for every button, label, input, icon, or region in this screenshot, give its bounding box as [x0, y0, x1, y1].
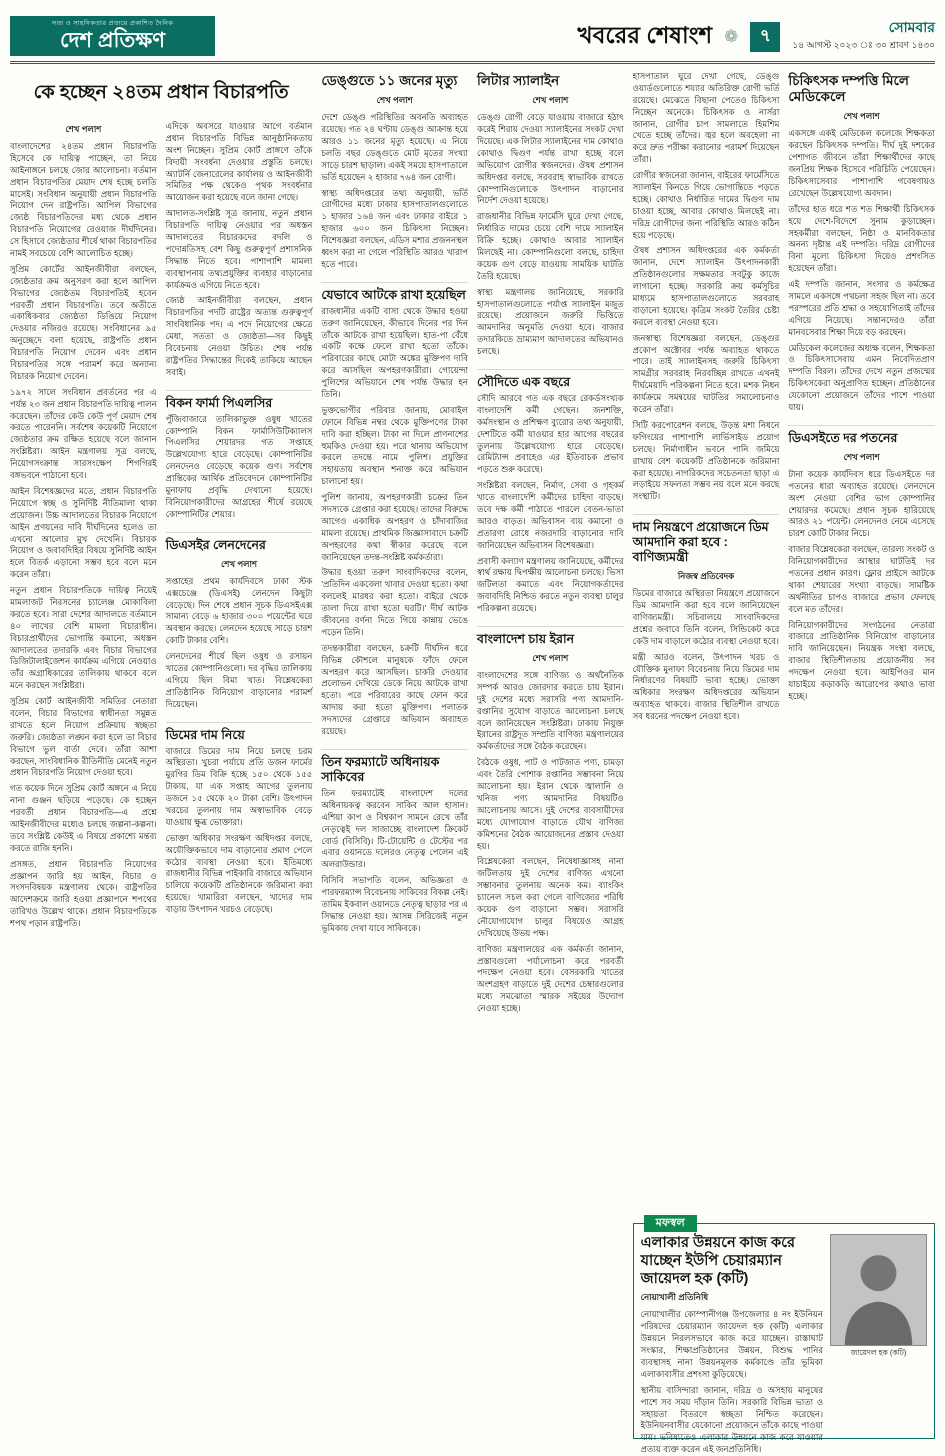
- paragraph: পুঁজিবাজারে তালিকাভুক্ত ওষুধ খাতের কোম্পানি বিকন ফার্মাসিউটিক্যালস পিএলসির শেয়ারদর গত সপ্তাহে উল্লেখযোগ্য হারে বেড়েছে। কোম্পানিটির লেনদেনও বেড়েছে কয়েক গুণ। সর্বশেষ প্রান্তিকের আর্থিক প্রতিবেদনে কোম্পানিটির মুনাফায় প্রবৃদ্ধি দেখানো হয়েছে। বিনিয়োগকারীদের আগ্রহের শীর্ষে রয়েছে কোম্পানিটির শেয়ার।: [165, 413, 313, 519]
- article-beacon-pharma[interactable]: [166, 414, 313, 525]
- byline-dse-trade: শেখ পলাশ: [220, 558, 257, 569]
- paragraph: স্বাস্থ্য অধিদপ্তরের তথ্য অনুযায়ী, ভর্তি রোগীদের মধ্যে ঢাকার হাসপাতালগুলোতে ১ হাজার ১৬৪ জন এবং ঢাকার বাইরে ১ হাজার ৬০০ জন চিকিৎসা নিচ্ছেন। বিশেষজ্ঞরা বলছেন, এডিস মশার প্রজননস্থল ধ্বংস করা না গেলে পরিস্থিতি আরও খারাপ হতে পারে।: [321, 187, 468, 269]
- article-shakib-captain[interactable]: [321, 788, 468, 939]
- byline-dengue: শেখ পলাশ: [376, 95, 413, 106]
- headline-dse-trade[interactable]: ডিএসইর লেনদেনের: [166, 532, 313, 553]
- paragraph: বাণিজ্য মন্ত্রণালয়ের এক কর্মকর্তা জানান, প্রস্তাবগুলো পর্যালোচনা করে পরবর্তী পদক্ষেপ নেওয়া হবে। বেসরকারি খাতের অংশগ্রহণ বাড়াতে দুই দেশের চেম্বারগুলোর মধ্যে সমঝোতা স্মারক সইয়ের উদ্যোগ নেওয়া হচ্ছে।: [477, 943, 624, 1014]
- column-3: [321, 71, 468, 1439]
- headline-dengue-deaths[interactable]: ডেঙ্গুতে ১১ জনের মৃত্যু: [321, 73, 458, 88]
- paragraph: একসঙ্গে একই মেডিকেল কলেজে শিক্ষকতা করছেন চিকিৎসক দম্পতি। দীর্ঘ দুই দশকের পেশাগত জীবনে তাঁরা শিক্ষার্থীদের কাছে জনপ্রিয় শিক্ষক হিসেবে পরিচিতি পেয়েছেন। চিকিৎসাসেবার পাশাপাশি গবেষণায়ও রেখেছেন উল্লেখযোগ্য অবদান।: [788, 128, 935, 198]
- byline-chief-justice: শেখ পলাশ: [65, 124, 102, 134]
- paragraph: তদন্তকারীরা বলছেন, চক্রটি দীর্ঘদিন ধরে বিভিন্ন কৌশলে মানুষকে ফাঁদে ফেলে অপহরণ করে আসছিল। চাকরি দেওয়ার প্রলোভন দেখিয়ে ডেকে নিয়ে আটকে রাখা হতো। পরে পরিবারের কাছে ফোন করে আদায় করা হতো মুক্তিপণ। পলাতক সদস্যদের গ্রেপ্তারে অভিযান অব্যাহত রয়েছে।: [321, 642, 468, 737]
- mofossol-section[interactable]: [633, 1217, 935, 1455]
- headline-doctor-couple[interactable]: চিকিৎসক দম্পত্তি মিলে মেডিকেলে: [788, 73, 909, 105]
- paragraph: বাংলাদেশের সঙ্গে বাণিজ্য ও অর্থনৈতিক সম্পর্ক আরও জোরদার করতে চায় ইরান। দুই দেশের মধ্যে সরাসরি পণ্য আমদানি-রপ্তানির সুযোগ বাড়াতে আলোচনা চলছে বলে জানিয়েছেন সংশ্লিষ্টরা। ঢাকায় নিযুক্ত ইরানের রাষ্ট্রদূত সম্প্রতি বাণিজ্য মন্ত্রণালয়ের কর্মকর্তাদের সঙ্গে বৈঠক করেছেন।: [477, 670, 624, 752]
- article-minister-egg-import[interactable]: [633, 588, 780, 727]
- masthead-tagline: সত্য ও সাহসিকতার প্রত্যয়ে প্রকাশিত দৈনিক: [51, 19, 174, 27]
- headline-dse-fall[interactable]: ডিএসইতে দর পতনের: [788, 425, 935, 446]
- chairman-photo-figure: [830, 1234, 927, 1432]
- article-saline[interactable]: [477, 112, 624, 362]
- paragraph: আদালত-সংশ্লিষ্ট সূত্র জানায়, নতুন প্রধান বিচারপতি দায়িত্ব নেওয়ার পর অধস্তন আদালতের বিচারকদের বদলি ও পদোন্নতিসহ বেশ কিছু গুরুত্বপূর্ণ প্রশাসনিক সিদ্ধান্ত নিতে হবে। পাশাপাশি মামলা ব্যবস্থাপনায় তথ্যপ্রযুক্তির ব্যবহার বাড়ানোর কার্যক্রমও এগিয়ে নিতে হবে।: [165, 208, 313, 290]
- paragraph: বাজারে ডিমের দাম নিয়ে চলছে চরম অস্থিরতা। খুচরা পর্যায়ে প্রতি ডজন ফার্মের মুরগির ডিম বিক্রি হচ্ছে ১৫০ থেকে ১৫৫ টাকায়, যা এক সপ্তাহ আগের তুলনায় ডজনে ১৫ থেকে ২০ টাকা বেশি। উৎপাদন খরচের তুলনায় দাম অস্বাভাবিক বেড়ে যাওয়ায় ক্ষুব্ধ ভোক্তারা।: [165, 745, 313, 827]
- paragraph: প্রসঙ্গত, প্রধান বিচারপতি নিয়োগের প্রজ্ঞাপন জারি হয় আইন, বিচার ও সংসদবিষয়ক মন্ত্রণালয় থেকে। রাষ্ট্রপতির আদেশক্রমে জারি হওয়া প্রজ্ঞাপনে শপথের তারিখও উল্লেখ থাকে। প্রধান বিচারপতিকে শপথ পড়ান রাষ্ট্রপতি।: [10, 858, 157, 929]
- headline-egg-price[interactable]: ডিমের দাম নিয়ে: [166, 722, 313, 743]
- headline-minister-egg-import[interactable]: দাম নিয়ন্ত্রণে প্রয়োজনে ডিম আমদানি করা হবে : বাণিজ্যমন্ত্রী: [633, 514, 780, 565]
- byline-up-chairman: নোয়াখালী প্রতিনিধি: [640, 1292, 709, 1303]
- article-dse-fall[interactable]: [788, 469, 935, 707]
- byline-iran-trade: শেখ পলাশ: [532, 653, 569, 664]
- column-4: [477, 71, 624, 1439]
- article-iran-trade[interactable]: [477, 670, 624, 1019]
- paragraph: ডেঙ্গু রোগী বেড়ে যাওয়ায় বাজারে হঠাৎ করেই শিরায় দেওয়া স্যালাইনের সংকট দেখা দিয়েছে। এক লিটার স্যালাইনের দাম কোথাও কোথাও দ্বিগুণ পর্যন্ত রাখা হচ্ছে বলে অভিযোগ রোগীর স্বজনদের। ঔষধ প্রশাসন অধিদপ্তর বলছে, সরবরাহ স্বাভাবিক রাখতে কোম্পানিগুলোকে উৎপাদন বাড়ানোর নির্দেশ দেওয়া হয়েছে।: [477, 112, 624, 206]
- photo-caption: জায়েদল হক (কটি): [850, 1348, 907, 1357]
- paragraph: মেডিকেল কলেজের অধ্যক্ষ বলেন, শিক্ষকতা ও চিকিৎসাসেবায় এমন নিবেদিতপ্রাণ দম্পতি বিরল। তাঁদের দেখে নতুন প্রজন্মের চিকিৎসকেরা অনুপ্রাণিত হচ্ছেন। প্রতিষ্ঠানের যেকোনো প্রয়োজনে তাঁদের পাশে পাওয়া যায়।: [788, 342, 935, 412]
- paragraph: বাজার বিশ্লেষকেরা বলছেন, তারল্য সংকট ও বিনিয়োগকারীদের আস্থার ঘাটতিই দর পতনের প্রধান কারণ। ফ্লোর প্রাইসে আটকে থাকা শেয়ারের সংখ্যা বাড়ছে। সামষ্টিক অর্থনীতির চাপও বাজারে প্রভাব ফেলছে বলে মত তাঁদের।: [788, 544, 935, 614]
- column-5: [633, 71, 780, 1217]
- paragraph: স্থানীয় বাসিন্দারা জানান, দরিদ্র ও অসহায় মানুষের পাশে সব সময় দাঁড়ান তিনি। সরকারি বিভিন্ন ভাতা ও সহায়তা বিতরণে স্বচ্ছতা নিশ্চিত করেছেন। ইউনিয়নবাসীর যেকোনো প্রয়োজনে তাঁকে কাছে পাওয়া যায়। ভবিষ্যতেও এলাকার উন্নয়নে কাজ করে যাওয়ার প্রত্যয় ব্যক্ত করেন এই জনপ্রতিনিধি।: [640, 1384, 823, 1455]
- masthead-title: দেশ প্রতিক্ষণ: [60, 28, 165, 52]
- paragraph: গত কয়েক দিনে সুপ্রিম কোর্ট অঙ্গনে এ নিয়ে নানা গুঞ্জন ছড়িয়ে পড়েছে। কে হচ্ছেন পরবর্তী প্রধান বিচারপতি—এ প্রশ্নে আইনজীবীদের মধ্যেও চলছে জল্পনা-কল্পনা। তবে সংশ্লিষ্ট কেউই এ বিষয়ে প্রকাশ্যে মন্তব্য করতে রাজি হননি।: [10, 783, 157, 853]
- article-dengue-deaths[interactable]: [321, 112, 468, 275]
- paragraph: টানা কয়েক কার্যদিবস ধরে ডিএসইতে দর পতনের ধারা অব্যাহত রয়েছে। লেনদেনে অংশ নেওয়া বেশির ভাগ কোম্পানির শেয়ারদর কমেছে। প্রধান সূচক হারিয়েছে আরও ২১ পয়েন্ট। লেনদেনও নেমে এসেছে চারশ কোটি টাকার নিচে।: [788, 468, 935, 539]
- paragraph: জনস্বাস্থ্য বিশেষজ্ঞরা বলছেন, ডেঙ্গুর প্রকোপ অক্টোবর পর্যন্ত অব্যাহত থাকতে পারে। তাই স্যালাইনসহ জরুরি চিকিৎসা সামগ্রীর সরবরাহ নিরবচ্ছিন্ন রাখতে এখনই দীর্ঘমেয়াদি পরিকল্পনা নিতে হবে। মশক নিধন কার্যক্রমে সমন্বয়ের ঘাটতির সমালোচনাও করেন তাঁরা।: [632, 332, 780, 415]
- header-meta: [578, 17, 935, 56]
- paragraph: নোয়াখালীর কোম্পানীগঞ্জ উপজেলার ৪ নং ইউনিয়ন পরিষদের চেয়ারম্যান জায়েদল হক (কটি) এলাকার উন্নয়নে নিরলসভাবে কাজ করে যাচ্ছেন। রাস্তাঘাট সংস্কার, শিক্ষাপ্রতিষ্ঠানের উন্নয়ন, বিশুদ্ধ পানির ব্যবস্থাসহ নানা উন্নয়নমূলক কর্মকাণ্ডে তাঁর ভূমিকা এলাকাবাসীর প্রশংসা কুড়িয়েছে।: [640, 1309, 823, 1379]
- masthead[interactable]: [10, 16, 215, 56]
- paragraph: ঔষধ প্রশাসন অধিদপ্তরের এক কর্মকর্তা জানান, দেশে স্যালাইন উৎপাদনকারী প্রতিষ্ঠানগুলোর সক্ষমতার সবটুকু কাজে লাগানো হচ্ছে। সরকারি ক্রয় কর্মসূচির মাধ্যমে হাসপাতালগুলোতে সরবরাহ বাড়ানো হয়েছে। কৃত্রিম সংকট তৈরির চেষ্টা করলে ব্যবস্থা নেওয়া হবে।: [632, 245, 780, 327]
- article-captivity[interactable]: [321, 306, 468, 742]
- date-label: ১৪ আগস্ট ২০২৩ ঃ ৩০ শ্রাবণ ১৪৩০: [792, 39, 935, 50]
- headline-up-chairman[interactable]: এলাকার উন্নয়নে কাজ করে যাচ্ছেন ইউপি চেয়ারম্যান জায়েদল হক (কটি): [640, 1235, 795, 1288]
- page-header: [10, 8, 935, 64]
- headline-chief-justice[interactable]: কে হচ্ছেন ২৪তম প্রধান বিচারপতি: [33, 81, 289, 103]
- paragraph: বিনিয়োগকারীদের সংগঠনের নেতারা বাজারে প্রাতিষ্ঠানিক বিনিয়োগ বাড়ানোর দাবি জানিয়েছেন। নিয়ন্ত্রক সংস্থা বলছে, বাজার স্থিতিশীলতায় প্রয়োজনীয় সব পদক্ষেপ নেওয়া হবে। আইপিওর মান যাচাইয়ে কড়াকড়ি আরোপের কথাও ভাবা হচ্ছে।: [788, 619, 935, 701]
- article-chief-justice-part1[interactable]: [10, 141, 157, 934]
- paragraph: সপ্তাহের প্রথম কার্যদিবসে ঢাকা স্টক এক্সচেঞ্জে (ডিএসই) লেনদেন কিছুটা বেড়েছে। দিন শেষে প্রধান সূচক ডিএসইএক্স সামান্য বেড়ে ৬ হাজার ৩০০ পয়েন্টের ঘরে অবস্থান করছে। লেনদেন হয়েছে সাড়ে চারশ কোটি টাকার বেশি।: [165, 575, 313, 646]
- column-6: [788, 71, 935, 1217]
- paragraph: এই দম্পতি জানান, সংসার ও কর্মক্ষেত্র সামলে একসঙ্গে পথচলা সহজ ছিল না। তবে পরস্পরের প্রতি শ্রদ্ধা ও সহযোগিতাই তাঁদের এগিয়ে নিয়েছে। সন্তানদেরও তাঁরা মানবসেবার শিক্ষা দিয়ে বড় করছেন।: [788, 279, 935, 337]
- paragraph: রাজধানীর বিভিন্ন ফার্মেসি ঘুরে দেখা গেছে, নির্ধারিত দামের চেয়ে বেশি দামে স্যালাইন বিক্রি হচ্ছে। কোথাও আবার স্যালাইন মিলছেই না। কোম্পানিগুলো বলছে, চাহিদা কয়েক গুণ বেড়ে যাওয়ায় সাময়িক ঘাটতি তৈরি হয়েছে।: [477, 211, 624, 281]
- headline-saline[interactable]: লিটার স্যালাইন: [477, 73, 560, 88]
- paragraph: স্বাস্থ্য মন্ত্রণালয় জানিয়েছে, সরকারি হাসপাতালগুলোতে পর্যাপ্ত স্যালাইন মজুত রয়েছে। প্রয়োজনে জরুরি ভিত্তিতে আমদানির অনুমতি দেওয়া হবে। বাজার তদারকিতে ভ্রাম্যমাণ আদালতের অভিযানও চলছে।: [477, 286, 624, 357]
- paragraph: ১৯৭২ সালে সংবিধান প্রবর্তনের পর এ পর্যন্ত ২৩ জন প্রধান বিচারপতি দায়িত্ব পালন করেছেন। তাঁদের কেউ কেউ পূর্ণ মেয়াদ শেষ করতে পারেননি। সর্বশেষ কয়েকটি নিয়োগে জ্যেষ্ঠতার ক্রম রক্ষিত হয়েছে বলে জানান সংশ্লিষ্টরা। আইন মন্ত্রণালয় সূত্র বলছে, নিয়োগসংক্রান্ত সারসংক্ষেপ শিগগিরই বঙ্গভবনে পাঠানো হবে।: [10, 386, 157, 481]
- paragraph: সিটি করপোরেশন বলছে, উড়ন্ত মশা নিধনে ফগিংয়ের পাশাপাশি লার্ভিসাইড প্রয়োগ চলছে। নির্মাণাধীন ভবনে পানি জমিয়ে রাখায় বেশ কয়েকটি প্রতিষ্ঠানকে জরিমানা করা হয়েছে। নাগরিকদের সচেতনতা ছাড়া এ লড়াইয়ে সফলতা সম্ভব নয় বলে মনে করছে সংস্থাটি।: [632, 419, 780, 502]
- paragraph: উদ্ধার হওয়া তরুণ সাংবাদিকদের বলেন, 'প্রতিদিন একবেলা খাবার দেওয়া হতো। কথা বললেই মারধর করা হতো। বাইরে থেকে তালা দিয়ে রাখা হতো ঘরটি।' দীর্ঘ আটক জীবনের বর্ণনা দিতে গিয়ে কান্নায় ভেঙে পড়েন তিনি।: [321, 567, 468, 637]
- byline-saline: শেখ পলাশ: [532, 95, 569, 106]
- day-label: সোমবার: [888, 19, 935, 36]
- byline-dse-fall: শেখ পলাশ: [843, 451, 880, 462]
- paragraph: বৈঠকে ওষুধ, পাট ও পাটজাত পণ্য, চামড়া এবং তৈরি পোশাক রপ্তানির সম্ভাবনা নিয়ে আলোচনা হয়। ইরান থেকে জ্বালানি ও খনিজ পণ্য আমদানির বিষয়টিও আলোচনায় আসে। দুই দেশের ব্যবসায়ীদের মধ্যে যোগাযোগ বাড়াতে যৌথ বাণিজ্য কমিশনের বৈঠক আয়োজনের প্রস্তাব দেওয়া হয়।: [477, 757, 624, 851]
- article-chief-justice-part2[interactable]: [166, 121, 313, 383]
- ornament-icon: ❁: [724, 26, 739, 46]
- paragraph: নতুন প্রধান বিচারপতিকে দায়িত্ব নিয়েই মামলাজট নিরসনের চ্যালেঞ্জ মোকাবিলা করতে হবে। সারা দেশের আদালতে বর্তমানে ৪০ লাখের বেশি মামলা বিচারাধীন। বিচারপ্রার্থীদের ভোগান্তি কমানো, অধস্তন আদালতের তদারকি এবং বিচার বিভাগের ডিজিটালাইজেশন কার্যক্রম এগিয়ে নেওয়াও তাঁর অগ্রাধিকারের তালিকায় থাকবে বলে মনে করছেন সংশ্লিষ্টরা।: [10, 585, 157, 691]
- headline-shakib-captain[interactable]: তিন ফরম্যাটে অধিনায়ক সাকিবের: [321, 749, 468, 785]
- content-grid: [10, 71, 935, 1455]
- article-up-chairman[interactable]: [641, 1309, 823, 1456]
- paragraph: ডিমের বাজারে অস্থিরতা নিয়ন্ত্রণে প্রয়োজনে ডিম আমদানি করা হবে বলে জানিয়েছেন বাণিজ্যমন্ত্রী। সচিবালয়ে সাংবাদিকদের প্রশ্নের জবাবে তিনি বলেন, সিন্ডিকেট করে কেউ দাম বাড়ালে কঠোর ব্যবস্থা নেওয়া হবে।: [632, 588, 780, 646]
- paragraph: আইন বিশেষজ্ঞদের মতে, প্রধান বিচারপতি নিয়োগে স্বচ্ছ ও সুনির্দিষ্ট নীতিমালা থাকা প্রয়োজন। উচ্চ আদালতের বিচারক নিয়োগে আইন প্রণয়নের দাবি দীর্ঘদিনের হলেও তা এখনো আলোর মুখ দেখেনি। বিচারক নিয়োগ ও জবাবদিহির বিষয়ে সুনির্দিষ্ট আইন হলে বিতর্ক এড়ানো সম্ভব হবে বলে মনে করেন তাঁরা।: [10, 485, 157, 580]
- column-2: [166, 121, 313, 1439]
- paragraph: রাজধানীর একটি বাসা থেকে উদ্ধার হওয়া তরুণ জানিয়েছেন, কীভাবে দিনের পর দিন তাঁকে আটকে রাখা হয়েছিল। হাত-পা বেঁধে একটি কক্ষে ফেলে রাখা হতো তাঁকে। পরিবারের কাছে মোটা অঙ্কের মুক্তিপণ দাবি করে আসছিল অপহরণকারীরা। গোয়েন্দা পুলিশের অভিযানে শেষ পর্যন্ত উদ্ধার হন তিনি।: [321, 305, 468, 399]
- paragraph: পুলিশ জানায়, অপহরণকারী চক্রের তিন সদস্যকে গ্রেপ্তার করা হয়েছে। তাদের বিরুদ্ধে আগেও একাধিক অপহরণ ও চাঁদাবাজির মামলা রয়েছে। প্রাথমিক জিজ্ঞাসাবাদে চক্রটি অপহরণের কথা স্বীকার করেছে বলে জানিয়েছেন তদন্ত-সংশ্লিষ্ট কর্মকর্তারা।: [321, 492, 468, 562]
- headline-beacon-pharma[interactable]: বিকন ফার্মা পিএলসির: [166, 390, 313, 411]
- paragraph: সুপ্রিম কোর্ট আইনজীবী সমিতির নেতারা বলেন, বিচার বিভাগের স্বাধীনতা সমুন্নত রাখতে হলে নিয়োগ প্রক্রিয়ায় স্বচ্ছতা জরুরি। জ্যেষ্ঠতা লঙ্ঘন করা হলে তা বিচার বিভাগে ভুল বার্তা দেবে। তাঁরা আশা করছেন, সাংবিধানিক রীতিনীতি মেনেই নতুন প্রধান বিচারপতি নিয়োগ দেওয়া হবে।: [10, 696, 157, 778]
- byline-doctor-couple: শেখ পলাশ: [843, 111, 880, 122]
- mofossol-box: [633, 1217, 935, 1455]
- article-saline-continued[interactable]: [633, 71, 780, 507]
- paragraph: এদিকে অবসরে যাওয়ার আগে বর্তমান প্রধান বিচারপতি বিভিন্ন আনুষ্ঠানিকতায় অংশ নিচ্ছেন। সুপ্রিম কোর্ট প্রাঙ্গণে তাঁকে বিদায়ী সংবর্ধনা দেওয়ার প্রস্তুতি চলছে। অ্যাটর্নি জেনারেলের কার্যালয় ও আইনজীবী সমিতির পক্ষ থেকেও পৃথক সংবর্ধনার আয়োজন করা হয়েছে বলে জানা গেছে।: [165, 121, 313, 203]
- paragraph: তিন ফরম্যাটেই বাংলাদেশ দলের অধিনায়কত্ব করবেন সাকিব আল হাসান। এশিয়া কাপ ও বিশ্বকাপ সামনে রেখে তাঁর নেতৃত্বেই দল সাজাচ্ছে বাংলাদেশ ক্রিকেট বোর্ড (বিসিবি)। টি-টোয়েন্টি ও টেস্টের পর এবার ওয়ানডে দলেরও নেতৃত্ব পেলেন এই অলরাউন্ডার।: [321, 787, 468, 870]
- paragraph: বিসিবি সভাপতি বলেন, অভিজ্ঞতা ও পারফরম্যান্স বিবেচনায় সাকিবের বিকল্প নেই। তামিম ইকবাল ওয়ানডে নেতৃত্ব ছাড়ার পর এ সিদ্ধান্ত নেওয়া হয়। আসন্ন সিরিজেই নতুন ভূমিকায় দেখা যাবে সাকিবকে।: [321, 875, 468, 933]
- paragraph: সংশ্লিষ্টরা বলছেন, নির্মাণ, সেবা ও গৃহকর্ম খাতে বাংলাদেশি কর্মীদের চাহিদা বাড়ছে। তবে দক্ষ কর্মী পাঠাতে পারলে বেতন-ভাতা আরও বাড়ত। অভিবাসন ব্যয় কমানো ও প্রতারণা রোধে নজরদারি বাড়ানোর দাবি জানিয়েছেন অভিবাসন বিশেষজ্ঞরা।: [477, 480, 624, 550]
- day-date-block: [792, 20, 935, 52]
- article-egg-price[interactable]: [166, 746, 313, 920]
- headline-saudi-year[interactable]: সৌদিতে এক বছরে: [477, 369, 624, 390]
- paragraph: লেনদেনের শীর্ষে ছিল ওষুধ ও রসায়ন খাতের কোম্পানিগুলো। দর বৃদ্ধির তালিকায় এগিয়ে ছিল বিমা খাত। বিশ্লেষকেরা প্রাতিষ্ঠানিক বিনিয়োগ বাড়ানোর পরামর্শ দিয়েছেন।: [165, 651, 313, 709]
- paragraph: সুপ্রিম কোর্টের আইনজীবীরা বলছেন, জ্যেষ্ঠতার ক্রম অনুসরণ করা হলে আপিল বিভাগের জ্যেষ্ঠতম বিচারপতিই হবেন পরবর্তী প্রধান বিচারপতি। তবে অতীতে একাধিকবার জ্যেষ্ঠতা ডিঙিয়ে নিয়োগ দেওয়ার নজিরও রয়েছে। সংবিধানের ৯৫ অনুচ্ছেদে বলা হয়েছে, রাষ্ট্রপতি প্রধান বিচারপতি নিয়োগ দেবেন এবং প্রধান বিচারপতির সঙ্গে পরামর্শ করে অন্যান্য বিচারক নিয়োগ দেবেন।: [10, 263, 157, 381]
- headline-captivity[interactable]: যেভাবে আটকে রাখা হয়েছিল: [321, 282, 468, 303]
- paragraph: বিশ্লেষকেরা বলছেন, নিষেধাজ্ঞাসহ নানা জটিলতায় দুই দেশের বাণিজ্য এখনো সম্ভাবনার তুলনায় অনেক কম। ব্যাংকিং চ্যানেল সচল করা গেলে বাণিজ্যের পরিধি কয়েক গুণ বাড়ানো সম্ভব। সরাসরি নৌযোগাযোগ চালুর বিষয়েও আগ্রহ দেখিয়েছে উভয় পক্ষ।: [477, 856, 624, 938]
- article-doctor-couple[interactable]: [788, 128, 935, 417]
- page-number-badge[interactable]: ৭: [750, 22, 780, 52]
- article-saudi-year[interactable]: [477, 393, 624, 619]
- mofossol-tab: মফস্বল: [644, 1215, 697, 1232]
- section-title: খবরের শেষাংশ: [577, 22, 713, 48]
- byline-minister-egg: নিজস্ব প্রতিবেদক: [677, 571, 735, 582]
- headline-iran-trade[interactable]: বাংলাদেশ চায় ইরান: [477, 626, 624, 647]
- paragraph: মন্ত্রী আরও বলেন, উৎপাদন খরচ ও যৌক্তিক মুনাফা বিবেচনায় নিয়ে ডিমের দাম নির্ধারণের বিষয়টি ভাবা হচ্ছে। ভোক্তা অধিকার সংরক্ষণ অধিদপ্তরের অভিযান অব্যাহত থাকবে। বাজার স্থিতিশীল রাখতে সব ধরনের পদক্ষেপ নেওয়া হবে।: [632, 651, 780, 722]
- paragraph: দেশে ডেঙ্গু পরিস্থিতির অবনতি অব্যাহত রয়েছে। গত ২৪ ঘণ্টায় ডেঙ্গু আক্রান্ত হয়ে আরও ১১ জনের মৃত্যু হয়েছে। এ নিয়ে চলতি বছর ডেঙ্গুতে মোট মৃতের সংখ্যা সাড়ে চারশ ছাড়াল। একই সময়ে হাসপাতালে ভর্তি হয়েছেন ২ হাজার ৭৬৪ জন রোগী।: [321, 112, 468, 182]
- paragraph: জ্যেষ্ঠ আইনজীবীরা বলছেন, প্রধান বিচারপতির পদটি রাষ্ট্রের অত্যন্ত গুরুত্বপূর্ণ সাংবিধানিক পদ। এ পদে নিয়োগের ক্ষেত্রে মেধা, সততা ও জ্যেষ্ঠতা—সব কিছুই বিবেচনায় নেওয়া উচিত। শেষ পর্যন্ত রাষ্ট্রপতির সিদ্ধান্তের দিকেই তাকিয়ে আছেন সবাই।: [165, 295, 313, 377]
- paragraph: হাসপাতাল ঘুরে দেখা গেছে, ডেঙ্গু ওয়ার্ডগুলোতে শয্যার অতিরিক্ত রোগী ভর্তি রয়েছে। মেঝেতে বিছানা পেতেও চিকিৎসা নিচ্ছেন অনেকে। চিকিৎসক ও নার্সরা জানান, রোগীর চাপ সামলাতে হিমশিম খেতে হচ্ছে তাঁদের। জ্বর হলে অবহেলা না করে দ্রুত পরীক্ষা করানোর পরামর্শ দিয়েছেন তাঁরা।: [632, 71, 780, 165]
- paragraph: তাঁদের হাত ধরে শত শত শিক্ষার্থী চিকিৎসক হয়ে দেশে-বিদেশে সুনাম কুড়াচ্ছেন। সহকর্মীরা বলছেন, নিষ্ঠা ও মানবিকতার অনন্য দৃষ্টান্ত এই দম্পতি। দরিদ্র রোগীদের বিনা মূল্যে চিকিৎসা দিয়েও প্রশংসিত হয়েছেন তাঁরা।: [788, 203, 935, 274]
- article-dse-trade[interactable]: [166, 576, 313, 715]
- paragraph: সৌদি আরবে গত এক বছরে রেকর্ডসংখ্যক বাংলাদেশি কর্মী গেছেন। জনশক্তি, কর্মসংস্থান ও প্রশিক্ষণ ব্যুরোর তথ্য অনুযায়ী, দেশটিতে কর্মী যাওয়ার হার আগের বছরের তুলনায় উল্লেখযোগ্য হারে বেড়েছে। রেমিট্যান্স প্রবাহেও এর ইতিবাচক প্রভাব পড়তে শুরু করেছে।: [477, 393, 624, 475]
- paragraph: বাংলাদেশের ২৪তম প্রধান বিচারপতি হিসেবে কে দায়িত্ব পাচ্ছেন, তা নিয়ে আইনাঙ্গনে চলছে জোর আলোচনা। বর্তমান প্রধান বিচারপতির মেয়াদ শেষ হচ্ছে চলতি মাসেই। সংবিধান অনুযায়ী প্রধান বিচারপতি নিয়োগ দেন রাষ্ট্রপতি। আপিল বিভাগের জ্যেষ্ঠ বিচারপতিদের মধ্য থেকে প্রধান বিচারপতি নিয়োগের রেওয়াজ দীর্ঘদিনের। সে হিসাবে জ্যেষ্ঠতার শীর্ষে থাকা বিচারপতির নামই সবচেয়ে বেশি আলোচিত হচ্ছে।: [10, 141, 157, 259]
- paragraph: ভুক্তভোগীর পরিবার জানায়, মোবাইল ফোনে বিভিন্ন নম্বর থেকে মুক্তিপণের টাকা দাবি করা হচ্ছিল। টাকা না দিলে প্রাণনাশের হুমকিও দেওয়া হয়। পরে থানায় অভিযোগ করলে তদন্তে নামে পুলিশ। প্রযুক্তির সহায়তায় অবস্থান শনাক্ত করে অভিযান চালানো হয়।: [321, 404, 468, 487]
- chairman-photo: [830, 1234, 927, 1346]
- paragraph: ভোক্তা অধিকার সংরক্ষণ অধিদপ্তর বলছে, অযৌক্তিকভাবে দাম বাড়ানোর প্রমাণ পেলে কঠোর ব্যবস্থা নেওয়া হবে। ইতিমধ্যে রাজধানীর বিভিন্ন পাইকারি বাজারে অভিযান চালিয়ে কয়েকটি প্রতিষ্ঠানকে জরিমানা করা হয়েছে। খামারিরা বলছেন, খাদ্যের দাম বাড়ায় উৎপাদন খরচও বেড়েছে।: [165, 832, 313, 915]
- paragraph: রোগীর স্বজনেরা জানান, বাইরের ফার্মেসিতে স্যালাইন কিনতে গিয়ে ভোগান্তিতে পড়তে হচ্ছে। কোথাও নির্ধারিত দামের দ্বিগুণ দাম চাওয়া হচ্ছে, আবার কোথাও মিলছেই না। দরিদ্র রোগীদের জন্য পরিস্থিতি আরও কঠিন হয়ে পড়েছে।: [632, 170, 780, 240]
- paragraph: প্রবাসী কল্যাণ মন্ত্রণালয় জানিয়েছে, কর্মীদের স্বার্থ রক্ষায় দ্বিপক্ষীয় আলোচনা চলছে। ভিসা জটিলতা কমাতে এবং নিয়োগকর্তাদের জবাবদিহি নিশ্চিত করতে নতুন ব্যবস্থা চালুর পরিকল্পনা রয়েছে।: [477, 555, 624, 614]
- column-1: [10, 121, 157, 1439]
